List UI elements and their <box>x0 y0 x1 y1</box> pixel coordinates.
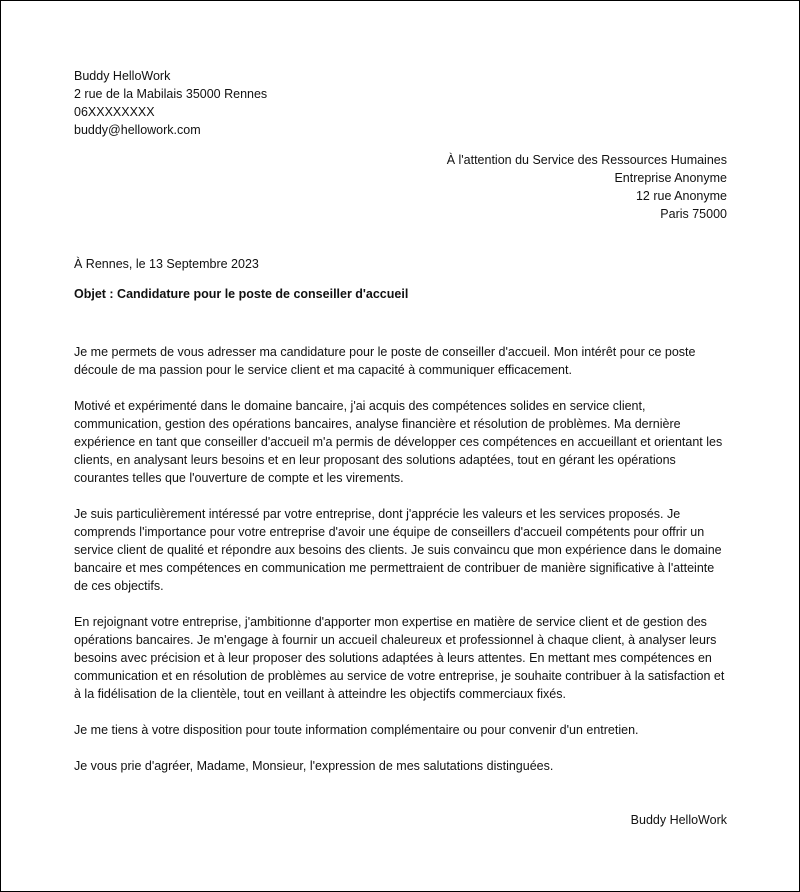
sender-name: Buddy HelloWork <box>74 69 171 83</box>
recipient-city: Paris 75000 <box>660 207 727 221</box>
letter-date: À Rennes, le 13 Septembre 2023 <box>74 257 259 271</box>
body-paragraph: En rejoignant votre entreprise, j'ambitionne d'apporter mon expertise en matière de service client et de gestion des opérations bancaires. Je m'engage à fournir un accueil chaleureux et professionnel à chaque client, à analyser leurs besoins avec précision et à leur proposer des solutions adaptées à leurs attentes. En mettant mes compétences en communication et en résolution de problèmes au service de votre entreprise, je souhaite contribuer à la satisfaction et à la fidélisation de la clientèle, tout en veillant à atteindre les objectifs commerciaux fixés. <box>74 615 725 701</box>
letter-subject: Objet : Candidature pour le poste de conseiller d'accueil <box>74 287 409 301</box>
recipient-street: 12 rue Anonyme <box>635 189 727 203</box>
sender-address: 2 rue de la Mabilais 35000 Rennes <box>74 87 268 101</box>
body-paragraph: Je me tiens à votre disposition pour toute information complémentaire ou pour convenir d'un entretien. <box>74 723 639 737</box>
letter-body <box>74 343 729 793</box>
recipient-block <box>447 151 727 223</box>
body-paragraph: Je vous prie d'agréer, Madame, Monsieur, l'expression de mes salutations distinguées. <box>74 759 554 773</box>
sender-email: buddy@hellowork.com <box>74 123 201 137</box>
letter-signature: Buddy HelloWork <box>630 813 727 827</box>
sender-phone: 06XXXXXXXX <box>74 105 155 119</box>
recipient-attention: À l'attention du Service des Ressources Humaines <box>446 153 727 167</box>
body-paragraph: Motivé et expérimenté dans le domaine bancaire, j'ai acquis des compétences solides en service client, communication, gestion des opérations bancaires, analyse financière et résolution de problèmes. Ma dernière expérience en tant que conseiller d'accueil m'a permis de développer ces compétences en accueillant et orientant les clients, en analysant leurs besoins et en leur proposant des solutions adaptées, tout en gérant les opérations courantes telles que l'ouverture de compte et les virements. <box>74 399 723 485</box>
sender-block <box>74 67 267 139</box>
body-paragraph: Je me permets de vous adresser ma candidature pour le poste de conseiller d'accueil. Mon intérêt pour ce poste découle de ma passion pour le service client et ma capacité à communiquer efficacement. <box>74 345 696 377</box>
body-paragraph: Je suis particulièrement intéressé par votre entreprise, dont j'apprécie les valeurs et les services proposés. Je comprends l'importance pour votre entreprise d'avoir une équipe de conseillers d'accueil compétents pour offrir un service client de qualité et répondre aux besoins des clients. Je suis convaincu que mon expérience dans le domaine bancaire et mes compétences en communication me permettraient de contribuer de manière significative à l'atteinte de ces objectifs. <box>74 507 722 593</box>
recipient-company: Entreprise Anonyme <box>614 171 727 185</box>
